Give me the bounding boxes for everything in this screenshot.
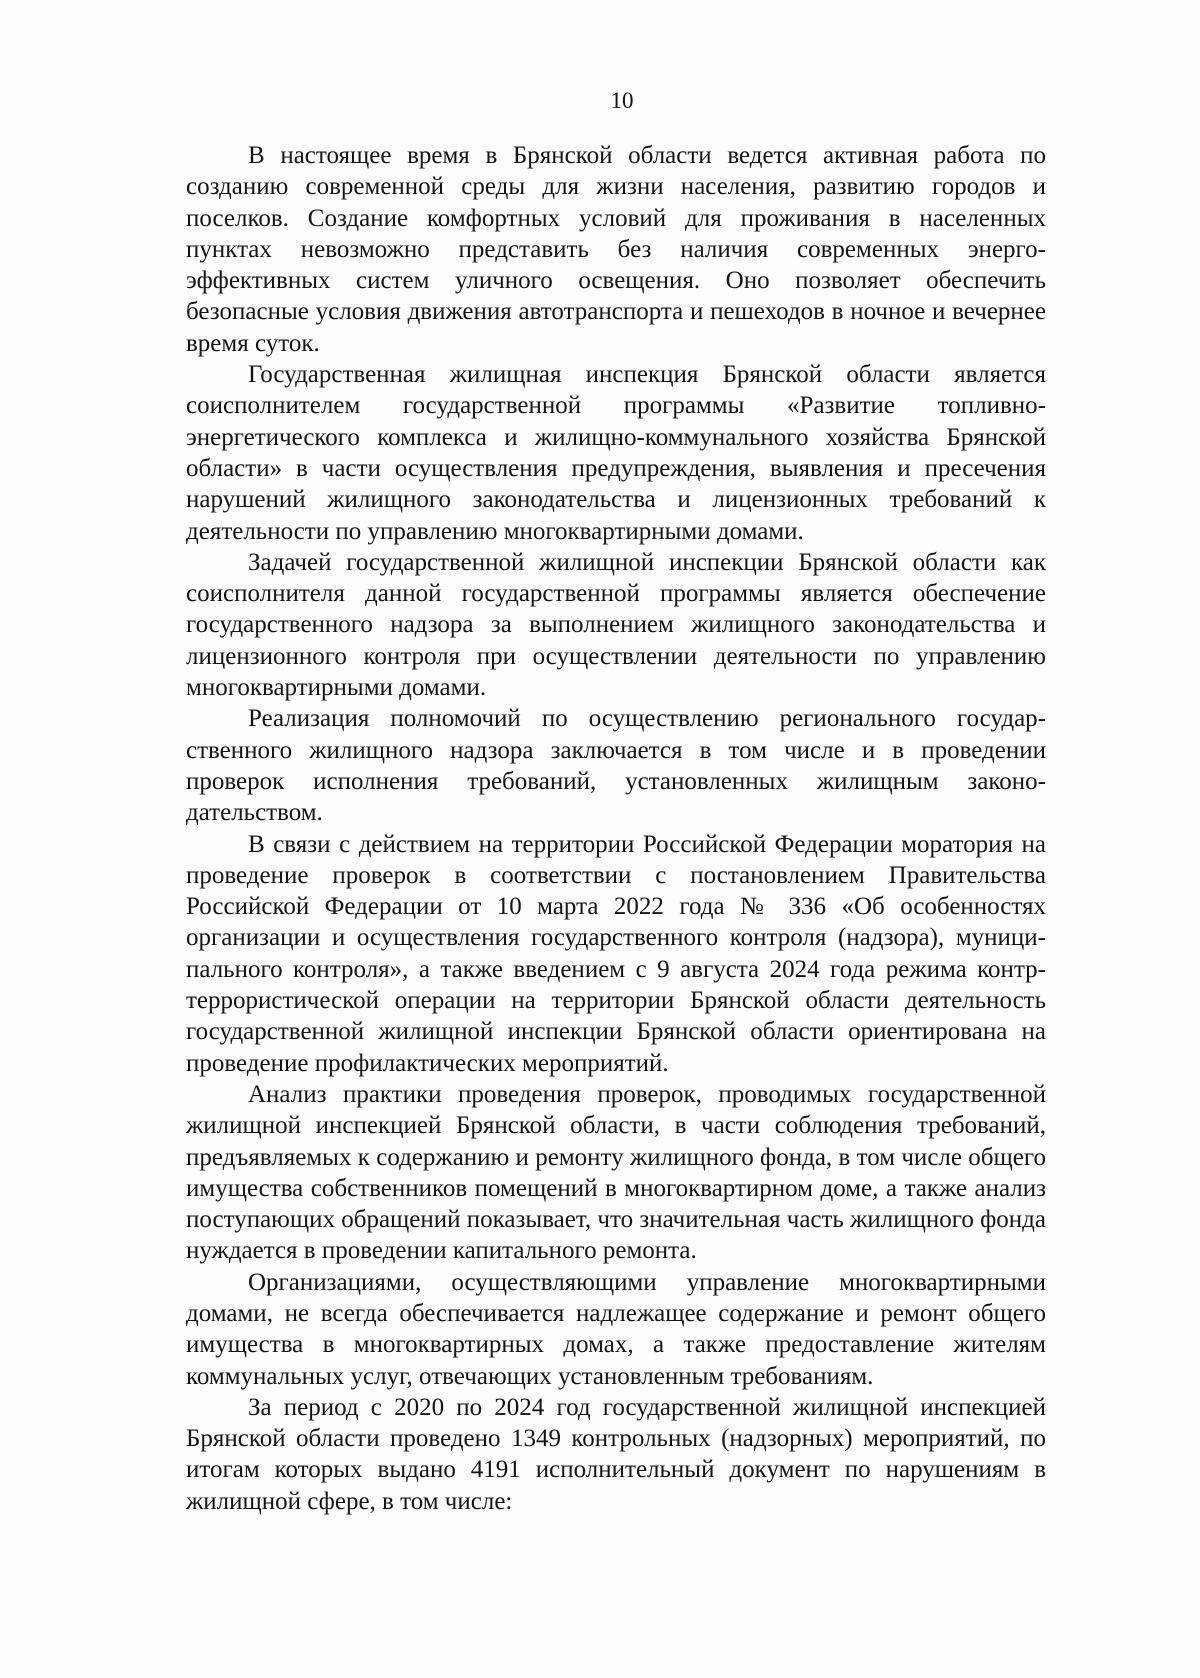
page-number: 10 (610, 88, 634, 113)
paragraph: Государственная жилищная инспекция Брянской области является соисполнителем государственной программы «Развитие топливно-энергетического комплекса и жилищно-коммунального хозяйства Брянской области» в части осуществления предупреждения, выявления и пресечения нарушений жилищного законодательства и лицензионных требований к деятельности по управлению многоквартирными домами. (186, 361, 1046, 545)
paragraph: Анализ практики проведения проверок, проводимых государственной жилищной инспекцией Брянской области, в части соблюдения требований, предъявляемых к содержанию и ремонту жилищного фонда, в том числе общего имущества собственников помещений в многоквартирном доме, а также анализ поступающих обращений показывает, что значительная часть жилищного фонда нуждается в проведении капитального ремонта. (186, 1080, 1046, 1265)
document-body (186, 140, 1046, 1517)
paragraph: Реализация полномочий по осуществлению регионального государ-ственного жилищного надзора заключается в том числе и в проведении проверок исполнения требований, установленных жилищным законо-дательством. (186, 705, 1046, 827)
paragraph: В настоящее время в Брянской области ведется активная работа по созданию современной среды для жизни населения, развитию городов и поселков. Создание комфортных условий для проживания в населенных пунктах невозможно представить без наличия современных энерго-эффективных систем уличного освещения. Оно позволяет обеспечить безопасные условия движения автотранспорта и пешеходов в ночное и вечернее время суток. (186, 142, 1046, 357)
paragraph: Организациями, осуществляющими управление многоквартирными домами, не всегда обеспечивается надлежащее содержание и ремонт общего имущества в многоквартирных домах, а также предоставление жителям коммунальных услуг, отвечающих установленным требованиям. (186, 1268, 1046, 1390)
paragraph: За период с 2020 по 2024 год государственной жилищной инспекцией Брянской области проведено 1349 контрольных (надзорных) мероприятий, по итогам которых выдано 4191 исполнительный документ по нарушениям в жилищной сфере, в том числе: (186, 1393, 1046, 1515)
paragraph: Задачей государственной жилищной инспекции Брянской области как соисполнителя данной государственной программы является обеспечение государственного надзора за выполнением жилищного законодательства и лицензионного контроля при осуществлении деятельности по управлению многоквартирными домами. (186, 548, 1046, 702)
paragraph: В связи с действием на территории Российской Федерации моратория на проведение проверок в соответствии с постановлением Правительства Российской Федерации от 10 марта 2022 года № 336 «Об особенностях организации и осуществления государственного контроля (надзора), муници-пального контроля», а также введением с 9 августа 2024 года режима контр-террористической операции на территории Брянской области деятельность государственной жилищной инспекции Брянской области ориентирована на проведение профилактических мероприятий. (186, 830, 1046, 1077)
